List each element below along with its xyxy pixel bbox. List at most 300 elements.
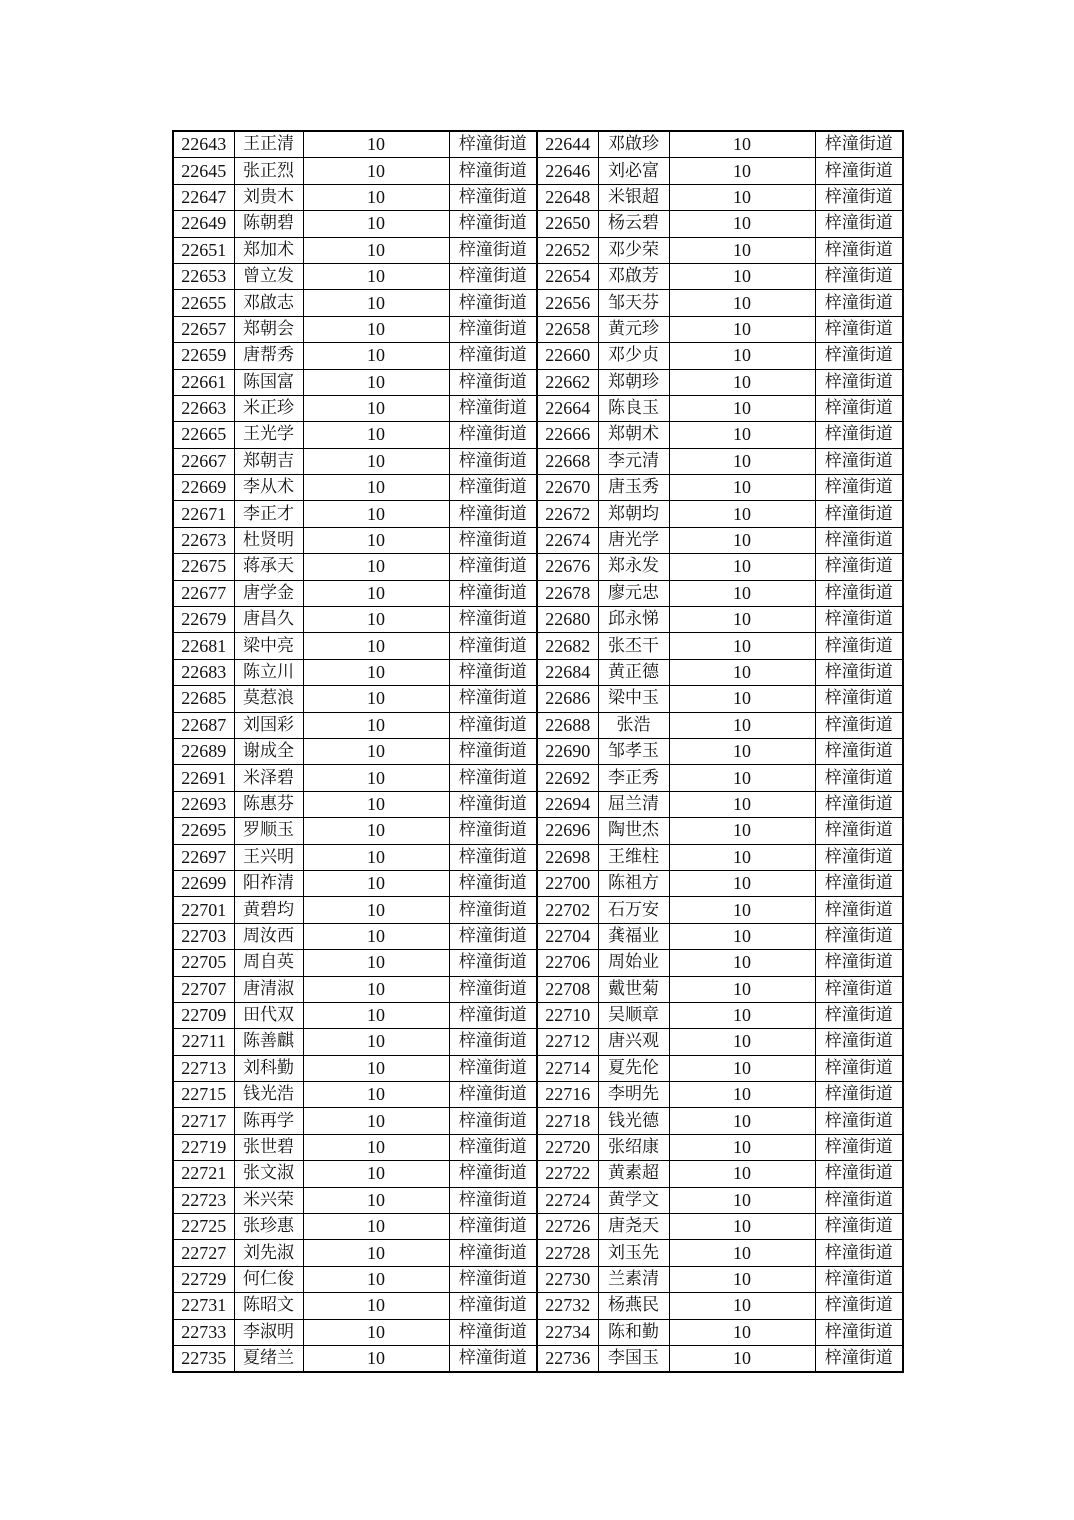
- amount-cell: 10: [669, 976, 815, 1002]
- amount-cell: 10: [669, 712, 815, 738]
- amount-cell: 10: [303, 923, 449, 949]
- record-id-cell: 22706: [537, 950, 598, 976]
- name-cell: 邓啟志: [234, 290, 303, 316]
- name-cell: 张世碧: [234, 1134, 303, 1160]
- table-row: [173, 184, 903, 210]
- table-row: [173, 659, 903, 685]
- record-id-cell: 22658: [537, 316, 598, 342]
- street-cell: 梓潼街道: [815, 950, 903, 976]
- name-cell: 张绍康: [598, 1134, 669, 1160]
- table-row: [173, 1029, 903, 1055]
- name-cell: 张丕干: [598, 633, 669, 659]
- name-cell: 刘先淑: [234, 1240, 303, 1266]
- table-row: [173, 712, 903, 738]
- amount-cell: 10: [669, 923, 815, 949]
- record-id-cell: 22728: [537, 1240, 598, 1266]
- record-id-cell: 22646: [537, 158, 598, 184]
- name-cell: 刘科勤: [234, 1055, 303, 1081]
- name-cell: 李国玉: [598, 1345, 669, 1372]
- table-row: [173, 1319, 903, 1345]
- street-cell: 梓潼街道: [815, 1082, 903, 1108]
- record-id-cell: 22707: [173, 976, 234, 1002]
- amount-cell: 10: [303, 1134, 449, 1160]
- table-row: [173, 1240, 903, 1266]
- amount-cell: 10: [669, 1240, 815, 1266]
- street-cell: 梓潼街道: [815, 1029, 903, 1055]
- record-id-cell: 22710: [537, 1002, 598, 1028]
- street-cell: 梓潼街道: [449, 211, 537, 237]
- amount-cell: 10: [303, 897, 449, 923]
- amount-cell: 10: [669, 1214, 815, 1240]
- table-row: [173, 475, 903, 501]
- name-cell: 龚福业: [598, 923, 669, 949]
- street-cell: 梓潼街道: [815, 1345, 903, 1372]
- amount-cell: 10: [303, 1108, 449, 1134]
- record-id-cell: 22688: [537, 712, 598, 738]
- name-cell: 王正清: [234, 131, 303, 158]
- name-cell: 郑朝吉: [234, 448, 303, 474]
- street-cell: 梓潼街道: [449, 475, 537, 501]
- amount-cell: 10: [669, 422, 815, 448]
- street-cell: 梓潼街道: [449, 870, 537, 896]
- record-id-cell: 22644: [537, 131, 598, 158]
- amount-cell: 10: [669, 501, 815, 527]
- street-cell: 梓潼街道: [815, 184, 903, 210]
- street-cell: 梓潼街道: [815, 1266, 903, 1292]
- street-cell: 梓潼街道: [449, 501, 537, 527]
- roster-table-body: [173, 131, 903, 1372]
- street-cell: 梓潼街道: [815, 923, 903, 949]
- table-row: [173, 1345, 903, 1372]
- name-cell: 邱永悌: [598, 607, 669, 633]
- amount-cell: 10: [669, 1345, 815, 1372]
- record-id-cell: 22734: [537, 1319, 598, 1345]
- street-cell: 梓潼街道: [449, 158, 537, 184]
- name-cell: 陈祖方: [598, 870, 669, 896]
- name-cell: 郑朝会: [234, 316, 303, 342]
- amount-cell: 10: [303, 316, 449, 342]
- table-row: [173, 263, 903, 289]
- record-id-cell: 22718: [537, 1108, 598, 1134]
- name-cell: 郑朝术: [598, 422, 669, 448]
- table-row: [173, 131, 903, 158]
- table-row: [173, 1187, 903, 1213]
- street-cell: 梓潼街道: [815, 131, 903, 158]
- record-id-cell: 22662: [537, 369, 598, 395]
- record-id-cell: 22650: [537, 211, 598, 237]
- amount-cell: 10: [669, 844, 815, 870]
- record-id-cell: 22714: [537, 1055, 598, 1081]
- name-cell: 陈昭文: [234, 1293, 303, 1319]
- record-id-cell: 22722: [537, 1161, 598, 1187]
- table-row: [173, 211, 903, 237]
- name-cell: 米正珍: [234, 395, 303, 421]
- record-id-cell: 22663: [173, 395, 234, 421]
- street-cell: 梓潼街道: [449, 527, 537, 553]
- name-cell: 石万安: [598, 897, 669, 923]
- amount-cell: 10: [669, 395, 815, 421]
- amount-cell: 10: [303, 633, 449, 659]
- amount-cell: 10: [303, 158, 449, 184]
- table-row: [173, 738, 903, 764]
- record-id-cell: 22689: [173, 738, 234, 764]
- amount-cell: 10: [303, 527, 449, 553]
- amount-cell: 10: [303, 1266, 449, 1292]
- name-cell: 唐光学: [598, 527, 669, 553]
- amount-cell: 10: [303, 844, 449, 870]
- amount-cell: 10: [303, 950, 449, 976]
- record-id-cell: 22647: [173, 184, 234, 210]
- amount-cell: 10: [303, 1002, 449, 1028]
- record-id-cell: 22660: [537, 343, 598, 369]
- street-cell: 梓潼街道: [449, 765, 537, 791]
- amount-cell: 10: [669, 1266, 815, 1292]
- street-cell: 梓潼街道: [815, 369, 903, 395]
- record-id-cell: 22675: [173, 554, 234, 580]
- name-cell: 唐帮秀: [234, 343, 303, 369]
- amount-cell: 10: [669, 686, 815, 712]
- name-cell: 郑永发: [598, 554, 669, 580]
- name-cell: 刘贵木: [234, 184, 303, 210]
- street-cell: 梓潼街道: [449, 369, 537, 395]
- street-cell: 梓潼街道: [449, 844, 537, 870]
- record-id-cell: 22691: [173, 765, 234, 791]
- street-cell: 梓潼街道: [449, 1161, 537, 1187]
- record-id-cell: 22698: [537, 844, 598, 870]
- street-cell: 梓潼街道: [815, 1108, 903, 1134]
- street-cell: 梓潼街道: [815, 633, 903, 659]
- street-cell: 梓潼街道: [449, 1082, 537, 1108]
- street-cell: 梓潼街道: [449, 131, 537, 158]
- name-cell: 王光学: [234, 422, 303, 448]
- record-id-cell: 22736: [537, 1345, 598, 1372]
- street-cell: 梓潼街道: [815, 844, 903, 870]
- record-id-cell: 22680: [537, 607, 598, 633]
- name-cell: 陈国富: [234, 369, 303, 395]
- name-cell: 阳祚清: [234, 870, 303, 896]
- amount-cell: 10: [303, 475, 449, 501]
- amount-cell: 10: [303, 131, 449, 158]
- table-row: [173, 554, 903, 580]
- street-cell: 梓潼街道: [449, 1214, 537, 1240]
- name-cell: 陈良玉: [598, 395, 669, 421]
- record-id-cell: 22653: [173, 263, 234, 289]
- street-cell: 梓潼街道: [815, 422, 903, 448]
- street-cell: 梓潼街道: [449, 343, 537, 369]
- name-cell: 廖元忠: [598, 580, 669, 606]
- name-cell: 黄元珍: [598, 316, 669, 342]
- street-cell: 梓潼街道: [815, 475, 903, 501]
- name-cell: 何仁俊: [234, 1266, 303, 1292]
- name-cell: 田代双: [234, 1002, 303, 1028]
- name-cell: 谢成全: [234, 738, 303, 764]
- name-cell: 夏绪兰: [234, 1345, 303, 1372]
- street-cell: 梓潼街道: [449, 1345, 537, 1372]
- street-cell: 梓潼街道: [449, 818, 537, 844]
- street-cell: 梓潼街道: [815, 211, 903, 237]
- record-id-cell: 22666: [537, 422, 598, 448]
- amount-cell: 10: [303, 237, 449, 263]
- table-row: [173, 158, 903, 184]
- table-row: [173, 1266, 903, 1292]
- name-cell: 米泽碧: [234, 765, 303, 791]
- street-cell: 梓潼街道: [449, 923, 537, 949]
- table-row: [173, 290, 903, 316]
- amount-cell: 10: [669, 527, 815, 553]
- amount-cell: 10: [303, 343, 449, 369]
- street-cell: 梓潼街道: [815, 976, 903, 1002]
- name-cell: 陈善麒: [234, 1029, 303, 1055]
- amount-cell: 10: [303, 976, 449, 1002]
- amount-cell: 10: [303, 184, 449, 210]
- record-id-cell: 22673: [173, 527, 234, 553]
- name-cell: 梁中亮: [234, 633, 303, 659]
- amount-cell: 10: [669, 633, 815, 659]
- street-cell: 梓潼街道: [449, 712, 537, 738]
- record-id-cell: 22732: [537, 1293, 598, 1319]
- name-cell: 李正才: [234, 501, 303, 527]
- name-cell: 曾立发: [234, 263, 303, 289]
- record-id-cell: 22700: [537, 870, 598, 896]
- street-cell: 梓潼街道: [815, 1161, 903, 1187]
- street-cell: 梓潼街道: [449, 1108, 537, 1134]
- name-cell: 唐兴观: [598, 1029, 669, 1055]
- table-row: [173, 950, 903, 976]
- record-id-cell: 22733: [173, 1319, 234, 1345]
- name-cell: 李从术: [234, 475, 303, 501]
- document-page: [172, 130, 902, 1373]
- amount-cell: 10: [669, 1134, 815, 1160]
- name-cell: 杜贤明: [234, 527, 303, 553]
- amount-cell: 10: [669, 818, 815, 844]
- record-id-cell: 22651: [173, 237, 234, 263]
- amount-cell: 10: [669, 211, 815, 237]
- table-row: [173, 580, 903, 606]
- name-cell: 刘国彩: [234, 712, 303, 738]
- table-row: [173, 1293, 903, 1319]
- amount-cell: 10: [669, 1002, 815, 1028]
- record-id-cell: 22670: [537, 475, 598, 501]
- amount-cell: 10: [669, 316, 815, 342]
- amount-cell: 10: [303, 1345, 449, 1372]
- amount-cell: 10: [669, 580, 815, 606]
- amount-cell: 10: [303, 712, 449, 738]
- table-row: [173, 765, 903, 791]
- name-cell: 戴世菊: [598, 976, 669, 1002]
- street-cell: 梓潼街道: [815, 580, 903, 606]
- record-id-cell: 22699: [173, 870, 234, 896]
- name-cell: 郑朝均: [598, 501, 669, 527]
- amount-cell: 10: [303, 1293, 449, 1319]
- record-id-cell: 22708: [537, 976, 598, 1002]
- street-cell: 梓潼街道: [449, 686, 537, 712]
- street-cell: 梓潼街道: [449, 1002, 537, 1028]
- name-cell: 郑加术: [234, 237, 303, 263]
- street-cell: 梓潼街道: [815, 1293, 903, 1319]
- record-id-cell: 22655: [173, 290, 234, 316]
- name-cell: 唐清淑: [234, 976, 303, 1002]
- table-row: [173, 316, 903, 342]
- street-cell: 梓潼街道: [449, 1134, 537, 1160]
- record-id-cell: 22687: [173, 712, 234, 738]
- name-cell: 陈再学: [234, 1108, 303, 1134]
- record-id-cell: 22713: [173, 1055, 234, 1081]
- record-id-cell: 22668: [537, 448, 598, 474]
- name-cell: 邓少贞: [598, 343, 669, 369]
- record-id-cell: 22686: [537, 686, 598, 712]
- name-cell: 米兴荣: [234, 1187, 303, 1213]
- record-id-cell: 22701: [173, 897, 234, 923]
- amount-cell: 10: [303, 395, 449, 421]
- amount-cell: 10: [303, 369, 449, 395]
- record-id-cell: 22656: [537, 290, 598, 316]
- record-id-cell: 22652: [537, 237, 598, 263]
- street-cell: 梓潼街道: [449, 316, 537, 342]
- amount-cell: 10: [303, 607, 449, 633]
- roster-table: [172, 130, 904, 1373]
- table-row: [173, 1055, 903, 1081]
- table-row: [173, 369, 903, 395]
- record-id-cell: 22696: [537, 818, 598, 844]
- record-id-cell: 22727: [173, 1240, 234, 1266]
- table-row: [173, 1134, 903, 1160]
- record-id-cell: 22674: [537, 527, 598, 553]
- table-row: [173, 343, 903, 369]
- record-id-cell: 22682: [537, 633, 598, 659]
- amount-cell: 10: [303, 290, 449, 316]
- amount-cell: 10: [669, 290, 815, 316]
- record-id-cell: 22711: [173, 1029, 234, 1055]
- record-id-cell: 22690: [537, 738, 598, 764]
- record-id-cell: 22683: [173, 659, 234, 685]
- street-cell: 梓潼街道: [449, 659, 537, 685]
- record-id-cell: 22694: [537, 791, 598, 817]
- name-cell: 陶世杰: [598, 818, 669, 844]
- table-row: [173, 422, 903, 448]
- street-cell: 梓潼街道: [449, 1055, 537, 1081]
- amount-cell: 10: [669, 607, 815, 633]
- table-row: [173, 818, 903, 844]
- record-id-cell: 22685: [173, 686, 234, 712]
- name-cell: 黄学文: [598, 1187, 669, 1213]
- street-cell: 梓潼街道: [815, 527, 903, 553]
- name-cell: 邓啟芳: [598, 263, 669, 289]
- street-cell: 梓潼街道: [815, 1214, 903, 1240]
- amount-cell: 10: [669, 237, 815, 263]
- amount-cell: 10: [303, 1187, 449, 1213]
- name-cell: 黄正德: [598, 659, 669, 685]
- name-cell: 屈兰清: [598, 791, 669, 817]
- table-row: [173, 1108, 903, 1134]
- street-cell: 梓潼街道: [449, 1240, 537, 1266]
- name-cell: 张文淑: [234, 1161, 303, 1187]
- amount-cell: 10: [303, 501, 449, 527]
- table-row: [173, 923, 903, 949]
- amount-cell: 10: [669, 870, 815, 896]
- amount-cell: 10: [669, 343, 815, 369]
- amount-cell: 10: [669, 263, 815, 289]
- amount-cell: 10: [669, 158, 815, 184]
- record-id-cell: 22679: [173, 607, 234, 633]
- record-id-cell: 22719: [173, 1134, 234, 1160]
- street-cell: 梓潼街道: [815, 738, 903, 764]
- record-id-cell: 22677: [173, 580, 234, 606]
- street-cell: 梓潼街道: [815, 1002, 903, 1028]
- record-id-cell: 22703: [173, 923, 234, 949]
- name-cell: 邓啟珍: [598, 131, 669, 158]
- name-cell: 梁中玉: [598, 686, 669, 712]
- name-cell: 陈和勤: [598, 1319, 669, 1345]
- street-cell: 梓潼街道: [815, 897, 903, 923]
- street-cell: 梓潼街道: [449, 554, 537, 580]
- name-cell: 陈立川: [234, 659, 303, 685]
- table-row: [173, 1214, 903, 1240]
- table-row: [173, 448, 903, 474]
- name-cell: 王兴明: [234, 844, 303, 870]
- street-cell: 梓潼街道: [449, 448, 537, 474]
- record-id-cell: 22731: [173, 1293, 234, 1319]
- amount-cell: 10: [669, 1082, 815, 1108]
- record-id-cell: 22715: [173, 1082, 234, 1108]
- amount-cell: 10: [303, 1029, 449, 1055]
- name-cell: 夏先伦: [598, 1055, 669, 1081]
- record-id-cell: 22649: [173, 211, 234, 237]
- street-cell: 梓潼街道: [449, 184, 537, 210]
- amount-cell: 10: [303, 422, 449, 448]
- table-row: [173, 844, 903, 870]
- record-id-cell: 22717: [173, 1108, 234, 1134]
- name-cell: 莫惹浪: [234, 686, 303, 712]
- record-id-cell: 22716: [537, 1082, 598, 1108]
- street-cell: 梓潼街道: [815, 501, 903, 527]
- name-cell: 李淑明: [234, 1319, 303, 1345]
- street-cell: 梓潼街道: [449, 897, 537, 923]
- table-row: [173, 527, 903, 553]
- street-cell: 梓潼街道: [815, 343, 903, 369]
- street-cell: 梓潼街道: [815, 554, 903, 580]
- record-id-cell: 22705: [173, 950, 234, 976]
- street-cell: 梓潼街道: [815, 1319, 903, 1345]
- amount-cell: 10: [669, 1108, 815, 1134]
- amount-cell: 10: [669, 765, 815, 791]
- amount-cell: 10: [303, 263, 449, 289]
- street-cell: 梓潼街道: [449, 290, 537, 316]
- record-id-cell: 22695: [173, 818, 234, 844]
- amount-cell: 10: [303, 870, 449, 896]
- name-cell: 吴顺章: [598, 1002, 669, 1028]
- record-id-cell: 22648: [537, 184, 598, 210]
- amount-cell: 10: [303, 580, 449, 606]
- name-cell: 钱光浩: [234, 1082, 303, 1108]
- record-id-cell: 22702: [537, 897, 598, 923]
- amount-cell: 10: [303, 1055, 449, 1081]
- street-cell: 梓潼街道: [815, 395, 903, 421]
- street-cell: 梓潼街道: [449, 791, 537, 817]
- name-cell: 邹天芬: [598, 290, 669, 316]
- street-cell: 梓潼街道: [449, 580, 537, 606]
- record-id-cell: 22704: [537, 923, 598, 949]
- amount-cell: 10: [303, 1082, 449, 1108]
- record-id-cell: 22692: [537, 765, 598, 791]
- street-cell: 梓潼街道: [815, 1240, 903, 1266]
- name-cell: 周汝西: [234, 923, 303, 949]
- table-row: [173, 633, 903, 659]
- amount-cell: 10: [303, 211, 449, 237]
- street-cell: 梓潼街道: [449, 395, 537, 421]
- amount-cell: 10: [669, 738, 815, 764]
- table-row: [173, 501, 903, 527]
- name-cell: 钱光德: [598, 1108, 669, 1134]
